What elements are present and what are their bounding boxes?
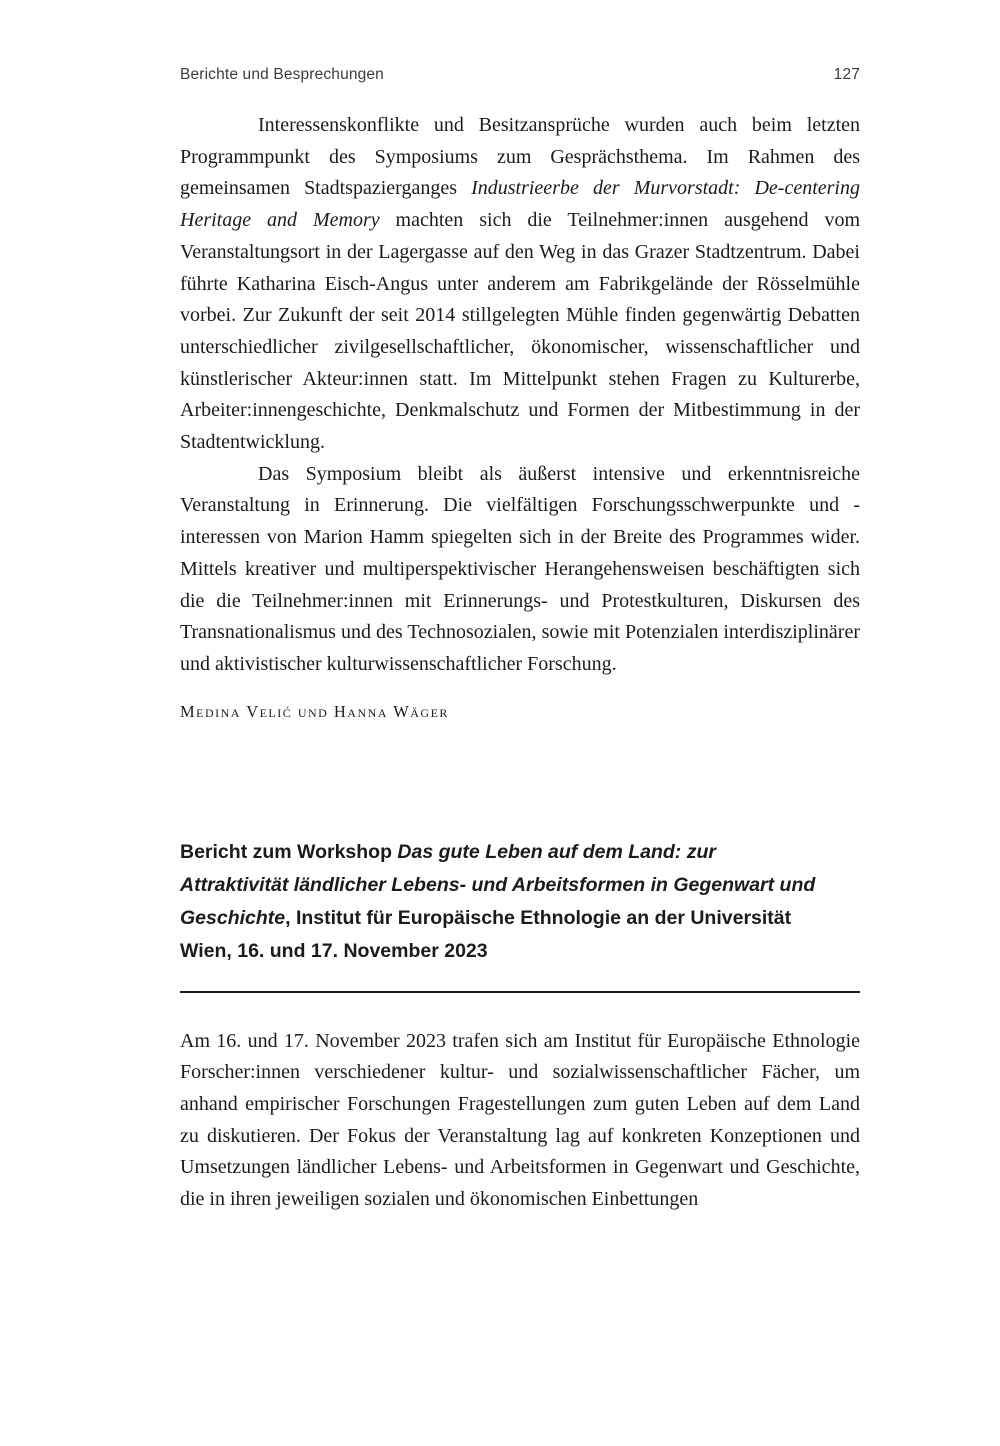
page-header — [180, 66, 860, 84]
workshop-report-heading — [180, 836, 820, 968]
page-body — [180, 110, 860, 1216]
symposium-paragraph-1 — [180, 110, 860, 459]
italic-walk-title: Industrieerbe der Murvorstadt: De-centering Heritage and Memory — [180, 177, 860, 232]
heading-workshop-title-italic: Das gute Leben auf dem Land: zur Attraktivität ländlicher Lebens- und Arbeitsformen in Gegenwart und Geschichte — [180, 840, 816, 929]
section-divider — [180, 991, 860, 993]
running-head: Berichte und Besprechungen — [180, 66, 384, 83]
workshop-paragraph-1: Am 16. und 17. November 2023 trafen sich am Institut für Europäische Ethnologie Forscher:innen verschiedener kultur- und sozialwissenschaftlicher Fächer, um anhand empirischer Forschungen Fragestellungen zum guten Leben auf dem Land zu diskutieren. Der Fokus der Veranstaltung lag auf konkreten Konzeptionen und Umsetzungen ländlicher Lebens- und Arbeitsformen in Gegenwart und Geschichte, die in ihren jeweiligen sozialen und ökonomischen Einbettungen — [180, 1029, 860, 1211]
symposium-paragraph-2: Das Symposium bleibt als äußerst intensive und erkenntnisreiche Veranstaltung in Erinnerung. Die vielfältigen Forschungsschwerpunkte und -interessen von Marion Hamm spiegelten sich in der Breite des Programmes wider. Mittels kreativer und multiperspektivischer Herangehensweisen beschäftigten sich die die Teilnehmer:innen mit Erinnerungs- und Protestkulturen, Diskursen des Transnationalismus und des Technosozialen, sowie mit Potenzialen interdisziplinärer und aktivistischer kulturwissenschaftlicher Forschung. — [180, 462, 860, 675]
page-number: 127 — [833, 66, 860, 83]
heading-tail: , Institut für Europäische Ethnologie an der Universität Wien, 16. und 17. November 2023 — [180, 906, 792, 962]
heading-lead: Bericht zum Workshop — [180, 840, 398, 863]
paragraph-text: Interessenskonflikte und Besitzansprüche wurden auch beim letzten Programmpunkt des Symposiums zum Gesprächsthema. Im Rahmen des gemeinsamen Stadtspazierganges — [180, 114, 860, 200]
paragraph-text: machten sich die Teilnehmer:innen ausgehend vom Veranstaltungsort in der Lagergasse auf den Weg in das Grazer Stadtzentrum. Dabei führte Katharina Eisch-Angus unter anderem am Fabrikgelände der Rösselmühle vorbei. Zur Zukunft der seit 2014 stillgelegten Mühle finden gegenwärtig Debatten unterschiedlicher zivilgesellschaftlicher, ökonomischer, wissenschaftlicher und künstlerischer Akteur:innen statt. Im Mittelpunkt stehen Fragen zu Kulturerbe, Arbeiter:innengeschichte, Denkmalschutz und Formen der Mitbestimmung in der Stadtentwicklung. — [180, 209, 860, 454]
author-line: Medina Velić und Hanna Wäger — [180, 701, 449, 721]
